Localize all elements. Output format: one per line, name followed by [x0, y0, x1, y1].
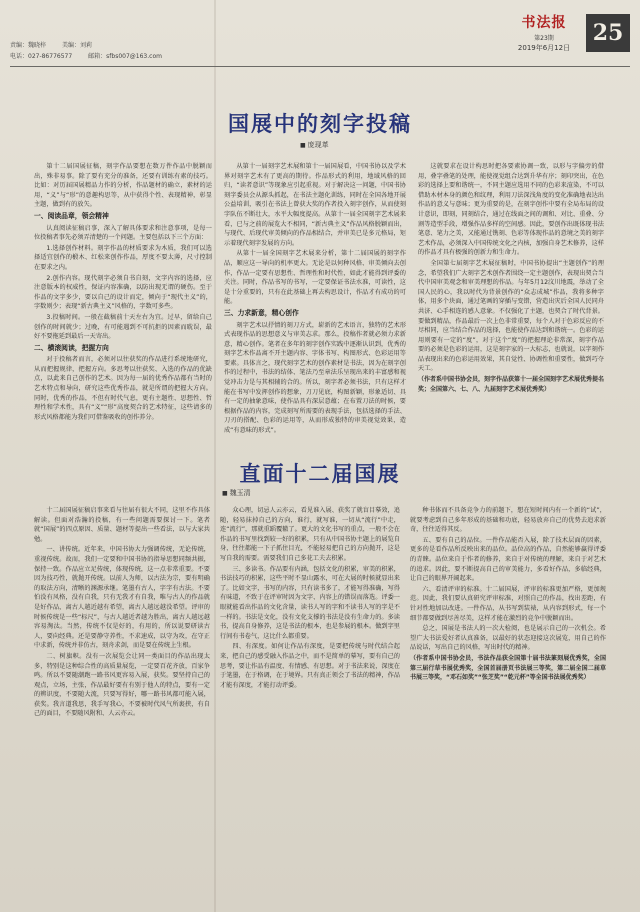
paragraph: 从第十一届全国刻字艺术展来分析，第十二届国展的刻字作品，顺应这一导向的机率更大。无论是以何种风格、审美倾向去创作，作品一定要有思想性、哲理性和时代性，如此才能得到评委的关注。同时，作品书写的书写，一定要保证书法水准，可读性，这是十分重要的，只有在此基础上再去构思设计，作品才有成功的可能。	[224, 250, 406, 306]
designer-credit: 美编：刘莉	[62, 42, 93, 49]
article1-column-3	[418, 162, 604, 442]
paragraph: 一、讲传统。近年来，中国书协大力强调传统，无论传统，重视传统。故而，我们一定要和中国书协的指导思想同频共振，保持一致。作品应立足传统，体现传统，这一点非常重要。不要因为技巧性，就抛开传统。以前人为师，以古法为宗，要有明确的取法方向，清晰的渊源承继。笔墨有古人，字字有古法。不要怕没有风格，没有自我，只有无我才有自我，唯与古人的作品就是好作品，离古人越近越有希望，离古人越远越没希望。评审的时候传统是一些“标尺”，与古人越近者越为胜出，离古人越远越容易淘汰。当然，传统不仅是好的，有用的，所以说要研读古人，要向经典。还是要静守养性，不求速成，以守为攻，在守正中求新，传统并非仿古，刻舟求剑，而是要在传统上生根。	[34, 546, 210, 650]
issue-date: 2019年6月12日	[517, 44, 571, 52]
article2-column-1	[34, 506, 210, 902]
paragraph: 从第十一届刻字艺术展和第十一届国展看，中国书协以及学术界对刻字艺术有了更高的期待。作品形式的利用，地域风格的回归，“读者意识”等现象应引起重视。对于解决这一问题，中国书协刻字委员会从源头抓起，在书法主题化训练，同时在全国各地开展公益培训，吸引在书法上曾获大奖的作者投入刻字创作，从而使刻字队伍不断壮大，水平大幅度提高。从第十一届全国刻字艺术展来看，已与之前的展览大不相同，“新古典主义”作品风格脱颖而出，与现代、后现代审美倾向的作品相结合，并审美已是多元格局，矩示着现代刻字发展的方向。	[224, 163, 406, 247]
author-note: （作者系中国书协会员，书法作品获全国第十届书法篆刻展优秀奖，全国第三届行草书展优秀奖，全国首届册页书法展三等奖，第二届全国二届草书展三等奖，“邓石如奖”“张芝奖”“乾元杯”等全国书法展优秀奖）	[410, 654, 606, 682]
paragraph: 二、树旗帜。没有一次展览会让同一类面目的作品出现太多，特别是这种综合性的高质量展览，一定要百花齐放，百家争鸣。所以不要随潮跑一路书风更容易入展，获奖。要坚持自己的观点，立场，主张，作品最好要有有别于他人的特点，要有一定的辨识度，不要随大流，只要写得好，哪一路书风都可能入展，获奖。我言道我思，我手写我心，不要被时代风气所裹挟，有自己的面目，不要随风附和、人云亦云。	[34, 652, 210, 718]
paper-logo: 书法报	[521, 15, 567, 31]
section-heading: 二、横滚阅读，把握方向	[34, 343, 109, 352]
paragraph: 种书体而不具备竞争力的前题下，想在短时间内有一个新的“试”，就要考虑到自己多年形成的基础和功底，轻易放弃自己的优势去追求新奇，往往适得其反。	[410, 507, 606, 534]
paragraph: 这就要求在设计构思时把各要素协调一致，以形与字偏旁的借用，叠字叠笔的处理，能使视觉组合达到升华有序；刻印突出，在色彩的选择上要和谐统一，不同主题应选用不同的色彩来渲染，不可以借助木材本身的颜色和纹理，利用刀法深浅角度的变化准确地表达出作品的意义与意味；更为重要的是，在刻字创作中要有全局布局的设计意识，即刻，同刻结合，通过在线面之间的调和、对比、重叠、分割等造型手段，增强作品多样的空间感。因此，要创作出既体现书法笔意、笔力之美，又能通过镌刻、色彩等体现作品的意境之美的刻字艺术作品，必须深入中国传统文化之内核，加强自身艺术修养，这样的作品才具有极强的创新力和生命力。	[418, 163, 604, 257]
paragraph: 四、有深度。如何让作品有深度，是要把传统与时代结合起来，把自己的感受融入作品之中，而不是简单的摹写，要有自己的思考，要让作品有温度、有情感、有思想。对于书法来说，深度在于笔墨，在于格调，在于境界。只有真正领会了书法的精神，作品才能有深度，才能打动评委。	[220, 643, 400, 689]
paragraph: 2.创作内容。现代刻字必须自书自刻，文字内容的选择，应注意版本的权威性，保证内容准确，以防出现无谓的硬伤。至于作品的文字多少，要以自己的设计而定，倾向于“现代主义”的，字数则少；表现“新古典主义”风格的，字数可多些。	[34, 274, 212, 311]
editor-credit: 责编：魏晓梓	[10, 42, 47, 49]
paragraph: 全国第七届刻字艺术展征稿时，中国书协提出“主题创作”的理念，希望我们广大刻字艺术创作者围绕一定主题创作，表现出契合当代中国审美观念和审美理想的作品。与年5月12汶川地震，举动了全国人民的心，我以时代为背景创作的“众志成城”作品，我将多种字体，用多个块面，通过笔画的穿插与变错，营造出灾后全国人民同舟共济、心手相连的感人意象。不仅强化了主题，也契合了时代背景。要做到精品，作品最后一次上色非常重要，每个人对于色彩反应的不尽相同，应当结合作品的选择，也能使作品达到和谐统一。色彩的运用则要有一定的“度”，对于这个“度”的把握理论非常深，刻字作品要的必须是色彩的运用，这是刻字家的一大标志，也就说，以字刻作品表现出来的色彩运用效果，其自觉性、协调性和重要性，做到巧夺天工。	[418, 259, 604, 373]
paragraph: 六、看清评审的标准。十二届国展，评审的标准更加严格，更加规范。因此，我们要认真研究评审标准，对照自己的作品，找出差距，有针对性地加以改进。一件作品，从书写到装裱，从内容到形式，每一个细节都要做到尽善尽美，这样才能在激烈的竞争中脱颖而出。	[410, 585, 606, 622]
paragraph: 认真阅读征稿启事，深入了解具体要求和注意事项，是每一位投稿者事先必须弄清楚的一个问题。主要包括以下三个方面：	[34, 224, 212, 242]
author-note: （作者系中国书协会员，刻字作品获第十一届全国刻字艺术展优秀提名奖；全国第六、七、八、九届刻字艺术展优秀奖）	[418, 376, 604, 393]
section-heading: 三、力求新意，精心创作	[224, 308, 299, 317]
article2-title: 直面十二届国展	[239, 461, 401, 486]
article1-column-2	[224, 162, 406, 442]
phone-number: 电话：027-86776577	[10, 53, 73, 60]
article2-column-3	[410, 506, 606, 902]
paragraph: 总之，国展是书法人的一次大检阅，也是展示自己的一次机会。希望广大书法爱好者认真准备，以最好的状态迎接这次展览，用自己的作品说话，写出自己的风格，写出时代的精神。	[410, 625, 606, 652]
header-divider	[10, 66, 630, 67]
paragraph: 众心理，切忌人云亦云，看见谁入展、获奖了就盲目摹效，追随，轻易抹掉自己的方向，谁行，就写谁，一切从“流行”中走，连“流行”，那就重蹈覆辙了。更大的文化书写的重点，一般不会在作品的书写里找到较一好的积累，只有从中国书协主题上的展览自身，往往都能一下子抓住目光，不能轻易把自己的方向抛开，这是写自我的需要。需要我们自己多花工夫去积累。	[220, 507, 400, 562]
page-number: 25	[586, 14, 630, 52]
article1-byline: ■ 庞现革	[300, 140, 329, 150]
paragraph: 对于投稿者而言，必须对以往获奖的作品进行系统地研究，从而把握规律，把握方向。多思考以往获奖、入选的作品的优缺点，以此来自己创作的艺术。因为每一届的优秀作品都有当时的艺术特点和导向，研究这些优秀作品，就是所谓的把握大方向。同时，优秀的作品，不但有时代气息，更有主题性、思想性、哲理性和学术性，具有“义”“形”高度契合的艺术特征，这些请多的形式风格都能为我们可借鉴吸收的创作养分。	[34, 356, 212, 421]
section-heading: 一、阅读品章，领会精神	[34, 211, 109, 220]
paragraph: 第十二届国展征稿，刻字作品要想在数万件作品中脱颖而出，殊非易事。除了要有充分的准备，还要有训练有素的技巧。比如：对历届国展精品力作的分析，作品题材的确立，素材的运用，“义”与“形”的意趣构思等，从中获得个性、表现精神，彰显主题，做到有的放矢。	[34, 163, 212, 209]
paragraph: 刻字艺术以抒情的刻刀方式，崭新的艺术语言，独特的艺术形式表现作品的思想意义与审美志求。那么，投稿作者就必须力求新意，精心创作。笔者在多年的刻字创作实践中逐渐认识到，优秀的刻字艺术作品离不开主题内容、字体书写、构图形式、色彩运用等要素。具体言之，现代刻字艺术的创作素材是书法，因为在刻字创作的过程中，书法的结体、笔法乃至章法乐呈现出来的丰富感和视觉冲击力是与其相辅的合的。所以，刻字者必须书法，只有这样才能在书写中发挥创作的想象，刀刀见底，构图新颖，形象适切、具有一定的抽象意味，使作品具有深层意蕴；在布置刀法的时候，要根据作品的内容，完成刻写所需要的表现手法，包括选择的手法、刀刃的搭配、色彩的运用等，从而形成独特的审美视觉效果，造成“有意味的形式”。	[224, 321, 406, 435]
paragraph: 十二届国展征稿启事来看与往届有很大不同，这里不作具体解读。但面对浩瀚的投稿，有一些问题需要探讨一下。笔者就“国展”的四点原因、质量、题材等提出一些看法，以与大家共勉。	[34, 507, 210, 543]
paragraph: 五、要有自己的品位。一件作品能否入展，除了技术层面的因素，更多的是看作品所反映出来的品位。品位高的作品，自然能够赢得评委的青睐。品位来自于作者的修养，来自于对传统的理解，来自于对艺术的追求。因此，要不断提高自己的审美能力，多看好作品，多临经典，让自己的眼界开阔起来。	[410, 536, 606, 583]
paragraph: 1.选择创作材料。刻字作品的材质要求为木质，我们可以选择适宜创作的椴木、红松来创作作品，厚度不要太薄，尺寸控制在要求之内。	[34, 244, 212, 271]
article1-title: 国展中的刻字投稿	[228, 111, 412, 136]
article2-column-2	[220, 506, 400, 902]
paragraph: 三、多读书。作品要有内涵，包括文化的积累，审美的积累，书法技巧的积累，这些平时不显山露水，可在大展的时候就显出来了。比如文字，书写的内容，只有读书多了，才能写得准确，写得有味道，不致于在评审时因为文字、内容上的错误而落选。评委一眼就能看出作品的文化含量，读书人写的字和不读书人写的字是不一样的。书法是文化，没有文化支撑的书法是没有生命力的。多读书，提高自身修养，这是书法的根本，也是参展的根本。做到字里行间有书卷气，这比什么都重要。	[220, 565, 400, 640]
header-credits	[10, 40, 470, 62]
masthead	[514, 12, 574, 53]
article2-byline: ■ 魏玉清	[222, 488, 251, 498]
email-address: 邮箱：sfbs007@163.com	[88, 53, 162, 60]
issue-number: 第23期	[534, 35, 554, 42]
article1-column-1	[34, 162, 212, 442]
paragraph: 3.投稿时间。一般在截稿前十天左右为宜。过早，留给自己创作的时间就少；过晚，有可能遇到不可抗拒的因素而耽误，最好不要拖延到最后一天寄出。	[34, 313, 212, 341]
